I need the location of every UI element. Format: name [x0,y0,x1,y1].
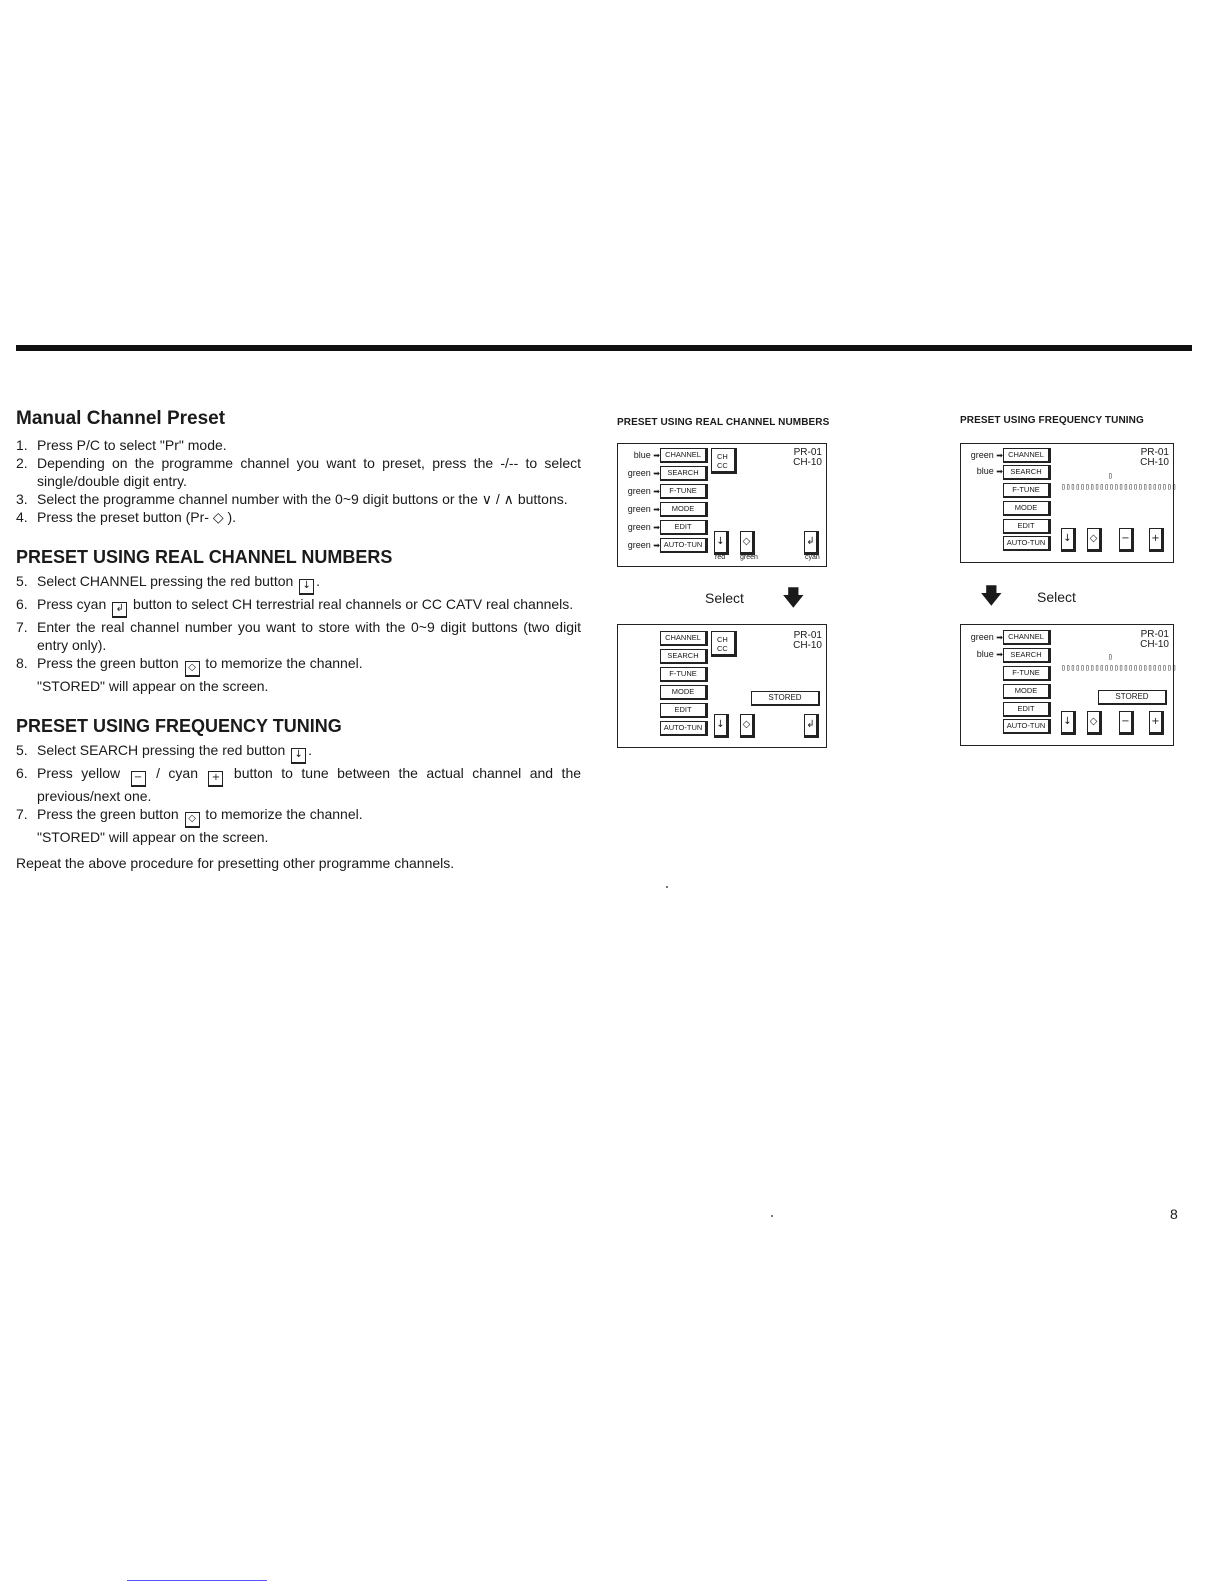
yellow-button-icon: − [131,771,146,787]
menu-item-channel: CHANNEL [660,448,708,463]
pr-ch-readout: PR-01 CH-10 [793,630,822,651]
list-item: 5. Select CHANNEL pressing the red button ↓ . [16,572,581,595]
menu-label: blue ➡ [976,466,1003,476]
diamond-icon: ◇ [1087,528,1102,552]
section-heading-real: PRESET USING REAL CHANNEL NUMBERS [16,547,393,567]
menu-label: green ➡ [627,468,660,478]
down-arrow-icon: 🡇 [782,585,805,610]
ch-cc-box: CH CC [711,448,737,474]
diamond-icon: ◇ [740,531,755,555]
speck [666,886,668,888]
select-label: Select [705,590,744,606]
green-button-icon: ◇ [185,812,200,828]
menu-item-channel: CHANNEL [660,631,708,646]
menu-item-f-tune: F-TUNE [660,484,708,499]
intro-steps [16,436,581,526]
select-label: Select [1037,589,1076,605]
screen-freq-top [960,443,1177,563]
list-item: 4. Press the preset button (Pr- ◇ ). [16,509,237,525]
down-arrow-icon: ↓ [1061,528,1076,552]
menu-item-channel: CHANNEL [1003,630,1051,645]
menu-item-search: SEARCH [660,466,708,481]
freq-steps [16,741,581,846]
menu-item-edit: EDIT [1003,702,1051,717]
menu-item-auto-tun: AUTO-TUN [660,721,708,736]
cyan-button-icon: + [208,771,223,787]
diamond-icon: ◇ [740,714,755,738]
screen-real-bottom [617,624,827,748]
menu-label: green ➡ [970,450,1003,460]
menu-item-mode: MODE [1003,684,1051,699]
list-item: 2. Depending on the programme channel you want to preset, press the -/-- to select single/double digit entry. [16,455,581,489]
enter-icon: ↲ [804,531,819,555]
menu-item-auto-tun: AUTO-TUN [1003,536,1051,551]
tuning-marker: ▯ [1108,471,1113,480]
menu-item-auto-tun: AUTO-TUN [660,538,708,553]
pr-ch-readout: PR-01 CH-10 [793,447,822,468]
menu-label: green ➡ [970,632,1003,642]
menu-item-edit: EDIT [660,520,708,535]
menu-item-auto-tun: AUTO-TUN [1003,719,1051,734]
tuning-scale: ▯▯▯▯▯▯▯▯▯▯▯▯▯▯▯▯▯▯▯▯▯▯▯▯ [1061,663,1177,672]
btn-label-green: green [740,554,758,561]
figure-caption-real: PRESET USING REAL CHANNEL NUMBERS [617,417,830,428]
menu-label: green ➡ [627,522,660,532]
menu-label: blue ➡ [633,450,660,460]
list-item: 6. Press cyan ↲ button to select CH terrestrial real channels or CC CATV real channels. [16,595,581,618]
minus-icon: − [1119,528,1134,552]
repeat-note: Repeat the above procedure for presetting other programme channels. [16,855,455,871]
list-item: 3. Select the programme channel number with the 0~9 digit buttons or the ∨ / ∧ buttons. [16,491,568,507]
list-item: 7. Enter the real channel number you want to store with the 0~9 digit buttons (two digit entry only). [16,619,581,653]
red-button-icon: ↓ [299,579,314,595]
down-arrow-icon: 🡇 [980,583,1003,608]
plus-icon: + [1149,528,1164,552]
menu-item-f-tune: F-TUNE [1003,483,1051,498]
real-steps [16,572,581,695]
cyan-button-icon: ↲ [112,602,127,618]
screen-freq-bottom [960,624,1177,746]
ch-cc-box: CH CC [711,631,737,657]
top-rule [16,345,1192,351]
list-item: 8. Press the green button ◇ to memorize the channel. "STORED" will appear on the screen. [16,655,363,694]
down-arrow-icon: ↓ [714,531,729,555]
stored-indicator: STORED [1098,690,1167,705]
diamond-icon: ◇ [1087,711,1102,735]
page-title: Manual Channel Preset [16,408,226,429]
stored-indicator: STORED [751,691,820,706]
list-item: 6. Press yellow − / cyan + button to tune between the actual channel and the previous/next one. [16,765,582,804]
red-button-icon: ↓ [291,748,306,764]
menu-label: green ➡ [627,504,660,514]
enter-icon: ↲ [804,714,819,738]
menu-label: green ➡ [627,540,660,550]
down-arrow-icon: ↓ [714,714,729,738]
menu-item-mode: MODE [660,502,708,517]
menu-label: blue ➡ [976,649,1003,659]
menu-item-mode: MODE [1003,501,1051,516]
down-arrow-icon: ↓ [1061,711,1076,735]
pr-ch-readout: PR-01 CH-10 [1140,447,1169,468]
green-button-icon: ◇ [185,661,200,677]
btn-label-cyan: cyan [805,554,820,561]
footer-rule [127,1580,267,1581]
menu-item-f-tune: F-TUNE [1003,666,1051,681]
plus-icon: + [1149,711,1164,735]
menu-item-search: SEARCH [1003,648,1051,663]
menu-item-search: SEARCH [660,649,708,664]
screen-real-top [617,443,827,567]
menu-item-edit: EDIT [1003,519,1051,534]
list-item: 5. Select SEARCH pressing the red button ↓ . [16,741,581,764]
section-heading-freq: PRESET USING FREQUENCY TUNING [16,716,342,736]
list-item: 7. Press the green button ◇ to memorize the channel. "STORED" will appear on the screen. [16,806,363,845]
pr-ch-readout: PR-01 CH-10 [1140,629,1169,650]
instructions-column [16,410,581,872]
tuning-scale: ▯▯▯▯▯▯▯▯▯▯▯▯▯▯▯▯▯▯▯▯▯▯▯▯ [1061,482,1177,491]
menu-item-search: SEARCH [1003,465,1051,480]
minus-icon: − [1119,711,1134,735]
menu-label: green ➡ [627,486,660,496]
menu-item-edit: EDIT [660,703,708,718]
speck [771,1215,773,1217]
figure-caption-freq: PRESET USING FREQUENCY TUNING [960,415,1144,426]
page-number: 8 [1170,1206,1178,1222]
tuning-marker: ▯ [1108,652,1113,661]
menu-item-f-tune: F-TUNE [660,667,708,682]
menu-item-mode: MODE [660,685,708,700]
list-item: 1. Press P/C to select "Pr" mode. [16,437,227,453]
menu-item-channel: CHANNEL [1003,448,1051,463]
btn-label-red: red [715,554,726,561]
